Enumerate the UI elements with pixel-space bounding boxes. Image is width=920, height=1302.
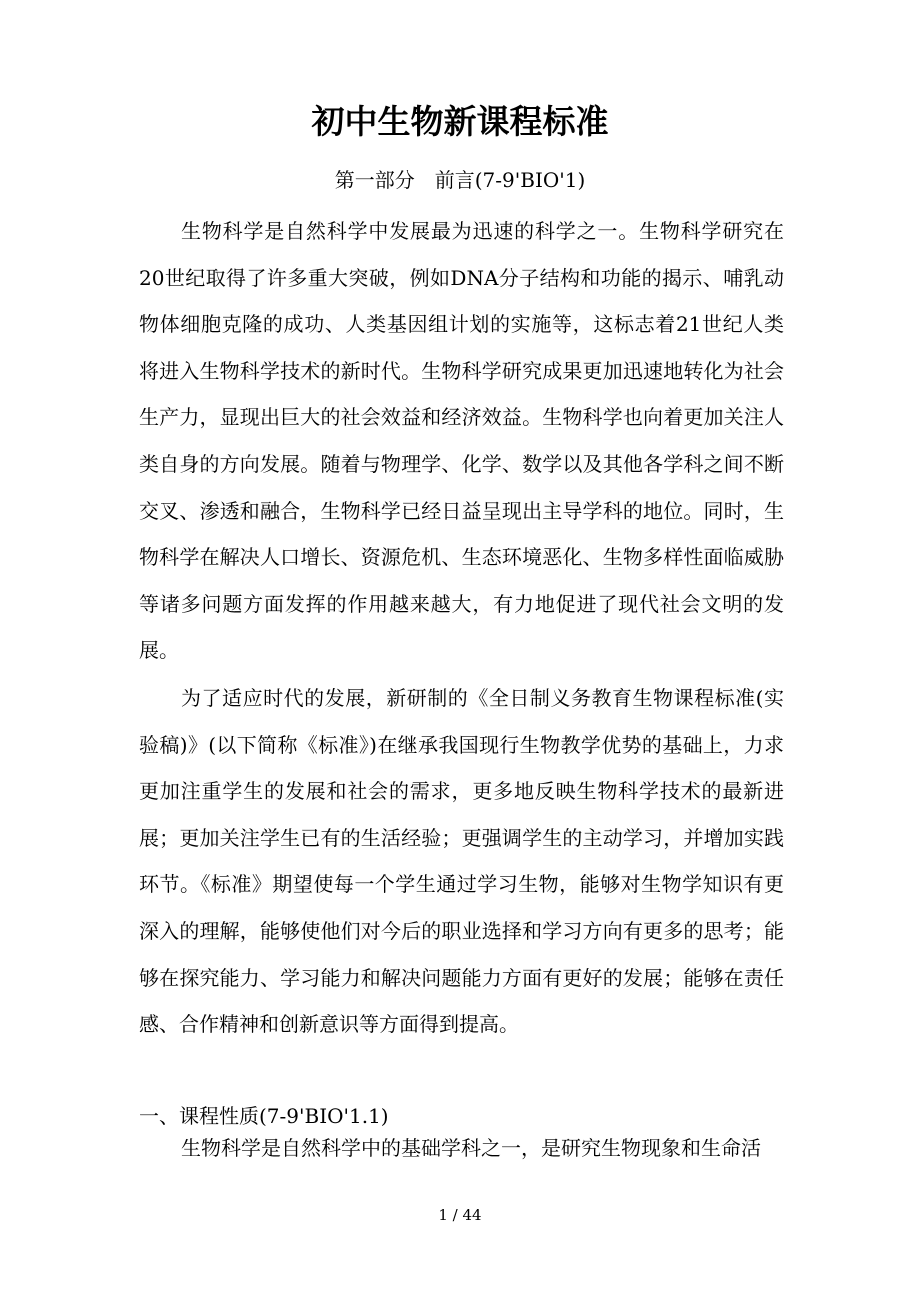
paragraph-standard: 为了适应时代的发展，新研制的《全日制义务教育生物课程标准(实验稿)》(以下简称《标准》)在继承我国现行生物教学优势的基础上，力求更加注重学生的发展和社会的需求，更多地反映生物科学技术的最新进展；更加关注学生已有的生活经验；更强调学生的主动学习，并增加实践环节。《标准》期望使每一个学生通过学习生物，能够对生物学知识有更深入的理解，能够使他们对今后的职业选择和学习方向有更多的思考；能够在探究能力、学习能力和解决问题能力方面有更好的发展；能够在责任感、合作精神和创新意识等方面得到提高。 [139, 686, 784, 1037]
paragraph-course-nature: 生物科学是自然科学中的基础学科之一，是研究生物现象和生命活 [181, 1136, 761, 1160]
subsection-heading: 一、课程性质(7-9'BIO'1.1) [139, 1104, 389, 1128]
section-heading: 第一部分 前言(7-9'BIO'1) [334, 168, 586, 192]
paragraph-intro: 生物科学是自然科学中发展最为迅速的科学之一。生物科学研究在20世纪取得了许多重大突破，例如DNA分子结构和功能的揭示、哺乳动物体细胞克隆的成功、人类基因组计划的实施等，这标志着21世纪人类将进入生物科学技术的新时代。生物科学研究成果更加迅速地转化为社会生产力，显现出巨大的社会效益和经济效益。生物科学也向着更加关注人类自身的方向发展。随着与物理学、化学、数学以及其他各学科之间不断交叉、渗透和融合，生物科学已经日益呈现出主导学科的地位。同时，生物科学在解决人口增长、资源危机、生态环境恶化、生物多样性面临威胁等诸多问题方面发挥的作用越来越大，有力地促进了现代社会文明的发展。 [139, 219, 784, 663]
document-title: 初中生物新课程标准 [311, 102, 609, 141]
page-number: 1 / 44 [438, 1206, 482, 1224]
